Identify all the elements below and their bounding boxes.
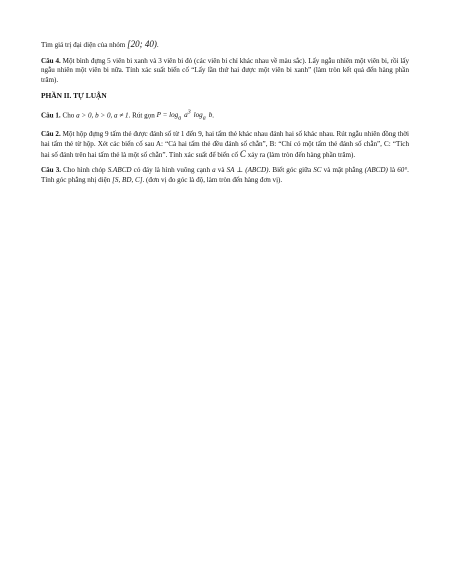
essay-question-3-t8: . (đơn vị đo góc là độ, làm tròn đến hàng đơn vị). (142, 175, 283, 184)
essay-question-2-label: Câu 2. (41, 130, 61, 139)
essay-question-1-end: . (212, 111, 215, 120)
essay-question-3-label: Câu 3. (41, 166, 62, 175)
essay-question-1 (41, 109, 409, 124)
intro-end: . (156, 41, 159, 49)
document-content (41, 40, 409, 191)
essay-question-2-end: xảy ra (làm tròn đến hàng phần trăm). (247, 150, 356, 159)
essay-question-2-text: Một hộp đựng 9 tấm thẻ được đánh số từ 1 đến 9, hai tấm thẻ khác nhau đánh hai số khác nhau. Rút ngẫu nhiên đồng thời hai tấm thẻ từ hộp. Xét các biến cố sau A: “Cả hai tấm thẻ đều đánh số chẵn”, B: “Chỉ có một tấm thẻ đánh số chẵn”, C: “Tích hai số đánh trên hai tấm thẻ là một số chẵn”. Tính xác suất để biến cố (41, 130, 409, 159)
formula-p-log: P = log (156, 111, 179, 120)
question-4-label: Câu 4. (41, 56, 61, 65)
intro-text: Tìm giá trị đại diện của nhóm (41, 41, 126, 49)
essay-question-3-t6: là (390, 166, 396, 175)
plane-formula: (ABCD) (364, 166, 388, 175)
essay-question-1-label: Câu 1. (41, 111, 61, 120)
event-c-formula: C (239, 148, 246, 159)
intro-line (41, 40, 409, 51)
formula-sub-2: a (202, 115, 206, 122)
essay-question-3-t4: . Biết góc giữa (268, 166, 312, 175)
formula-log: log (193, 111, 203, 120)
formula-sub-1: a (178, 115, 182, 122)
formula-sup: 3 (187, 109, 191, 116)
question-4-text: Một bình đựng 5 viên bi xanh và 3 viên bi đỏ (các viên bi chỉ khác nhau về màu sắc). Lấy ngẫu nhiên một viên bi, rồi lấy ngẫu nhiên một viên bi nữa. Tính xác suất biến cố “Lấy lần thứ hai được một viên bi xanh” (làm tròn kết quả đến hàng phần trăm). (41, 56, 409, 84)
perpendicular-formula: SA ⊥ (ABCD) (226, 166, 269, 175)
essay-question-3-t7: . Tính góc phẳng nhị diện (41, 166, 409, 184)
pyramid-formula: S.ABCD (107, 166, 132, 175)
essay-question-3-t5: và mặt phẳng (323, 166, 363, 175)
essay-question-3-t1: Cho hình chóp (63, 166, 106, 175)
simplify-formula (156, 109, 213, 122)
angle-formula: 60° (397, 166, 408, 175)
condition-formula: a > 0, b > 0, a ≠ 1 (76, 111, 129, 120)
formula-b: b (208, 111, 213, 120)
interval-formula: [20; 40) (127, 39, 157, 49)
section-heading: PHẦN II. TỰ LUẬN (41, 91, 107, 101)
essay-question-1-pre: Cho (62, 111, 75, 120)
dihedral-formula: [S, BD, C] (112, 175, 143, 184)
sc-formula: SC (313, 166, 322, 175)
question-4 (41, 57, 409, 86)
essay-question-1-mid: . Rút gọn (128, 111, 155, 120)
edge-formula: a (212, 166, 216, 175)
essay-question-3-t3: và (217, 166, 225, 175)
essay-question-2 (41, 130, 409, 160)
essay-question-3-t2: có đáy là hình vuông cạnh (133, 166, 210, 175)
formula-a: a (184, 111, 188, 120)
essay-question-3 (41, 166, 409, 185)
